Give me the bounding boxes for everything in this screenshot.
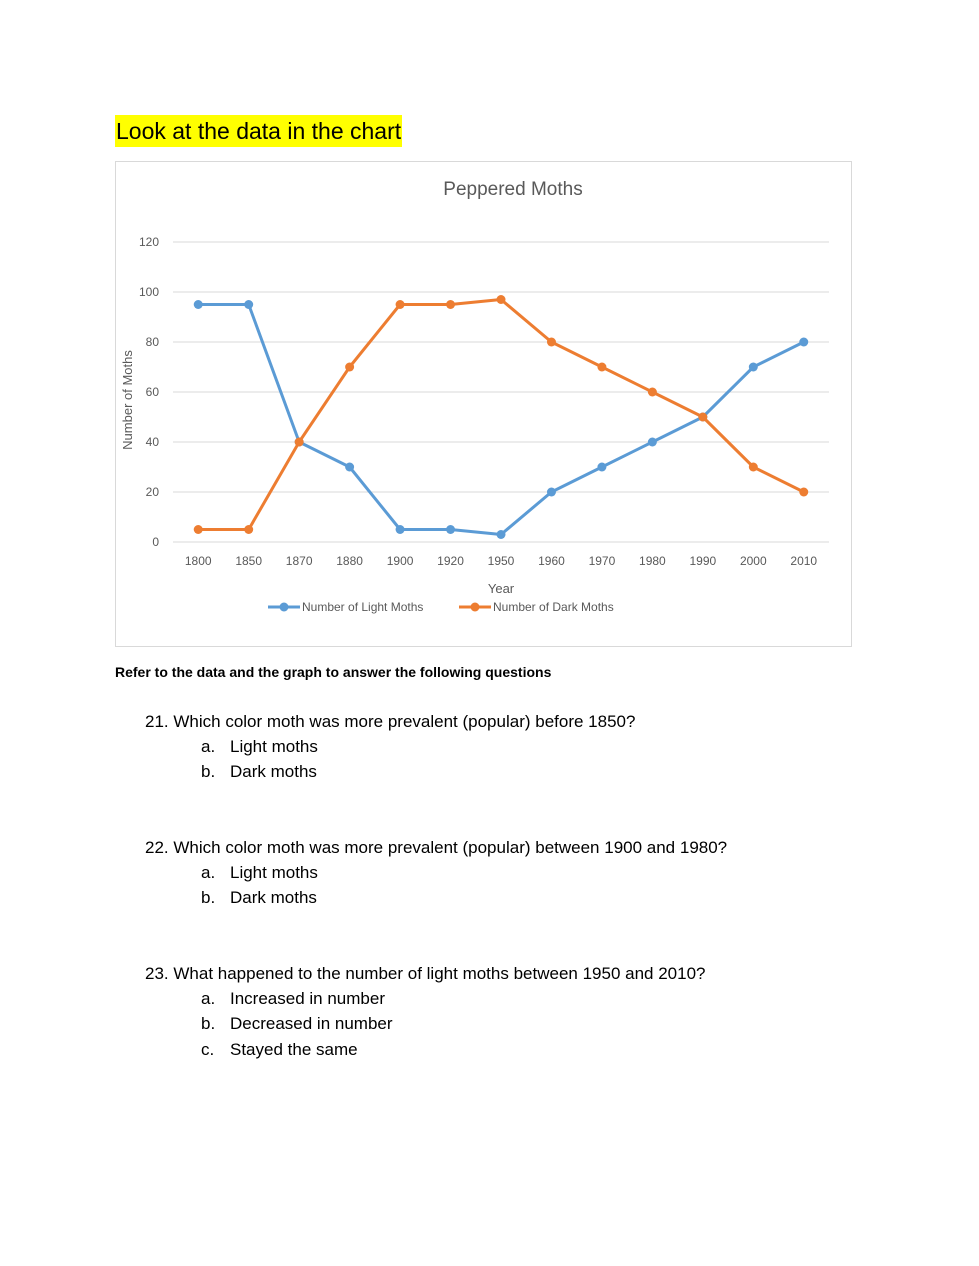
answer-options (145, 986, 705, 1062)
x-tick-label: 1800 (184, 554, 212, 568)
y-tick-label: 40 (145, 435, 159, 449)
question-23 (145, 961, 705, 1062)
data-point (194, 525, 203, 534)
y-tick-label: 100 (138, 285, 159, 299)
legend-marker (471, 603, 480, 612)
data-point (244, 300, 253, 309)
x-tick-label: 1990 (689, 554, 717, 568)
y-tick-label: 120 (138, 235, 159, 249)
legend-marker (280, 603, 289, 612)
data-point (244, 525, 253, 534)
data-point (345, 463, 354, 472)
data-point (295, 438, 304, 447)
option-a: a. Light moths (201, 863, 318, 882)
x-tick-label: 2000 (739, 554, 767, 568)
chart-title: Peppered Moths (443, 179, 583, 200)
x-tick-label: 2010 (790, 554, 818, 568)
x-tick-label: 1850 (235, 554, 263, 568)
data-point (194, 300, 203, 309)
option-b: b. Dark moths (201, 762, 317, 782)
option-b: b. Decreased in number (201, 1014, 393, 1034)
page-heading: Look at the data in the chart (115, 115, 402, 147)
option-b: b. Dark moths (201, 888, 317, 908)
option-a: a. Light moths (201, 737, 318, 756)
x-tick-label: 1970 (588, 554, 616, 568)
y-tick-label: 60 (145, 385, 159, 399)
data-point (446, 525, 455, 534)
data-point (396, 525, 405, 534)
x-tick-label: 1980 (639, 554, 666, 568)
data-point (345, 363, 354, 372)
data-point (547, 338, 556, 347)
data-point (446, 300, 455, 309)
data-point (799, 488, 808, 497)
chart-svg (116, 162, 853, 648)
x-tick-label: 1880 (336, 554, 363, 568)
data-point (497, 530, 506, 539)
data-point (547, 488, 556, 497)
y-tick-label: 20 (145, 485, 159, 499)
data-point (648, 388, 657, 397)
instructions-text: Refer to the data and the graph to answer the following questions (115, 664, 552, 680)
data-point (749, 463, 758, 472)
answer-options (145, 860, 727, 911)
x-tick-label: 1960 (538, 554, 565, 568)
data-point (749, 363, 758, 372)
x-tick-label: 1920 (437, 554, 464, 568)
data-point (698, 413, 707, 422)
y-tick-label: 0 (152, 535, 159, 549)
question-text: 23. What happened to the number of light moths between 1950 and 2010? (145, 964, 706, 983)
data-point (497, 295, 506, 304)
x-tick-label: 1900 (386, 554, 414, 568)
y-axis-title: Number of Moths (120, 350, 135, 450)
data-point (396, 300, 405, 309)
legend-label: Number of Dark Moths (493, 600, 614, 614)
question-text: 21. Which color moth was more prevalent (popular) before 1850? (145, 712, 636, 731)
option-a: a. Increased in number (201, 989, 385, 1008)
legend-label: Number of Light Moths (302, 600, 424, 614)
answer-options (145, 734, 635, 785)
y-tick-label: 80 (145, 335, 159, 349)
data-point (597, 463, 606, 472)
question-text: 22. Which color moth was more prevalent (popular) between 1900 and 1980? (145, 838, 728, 857)
question-22 (145, 835, 727, 911)
option-c: c. Stayed the same (201, 1039, 358, 1059)
peppered-moths-chart (115, 161, 852, 647)
question-21 (145, 709, 635, 785)
x-tick-label: 1870 (285, 554, 313, 568)
x-axis-title: Year (487, 581, 515, 596)
x-tick-label: 1950 (487, 554, 515, 568)
data-point (648, 438, 657, 447)
data-point (597, 363, 606, 372)
data-point (799, 338, 808, 347)
series-line (198, 305, 804, 535)
